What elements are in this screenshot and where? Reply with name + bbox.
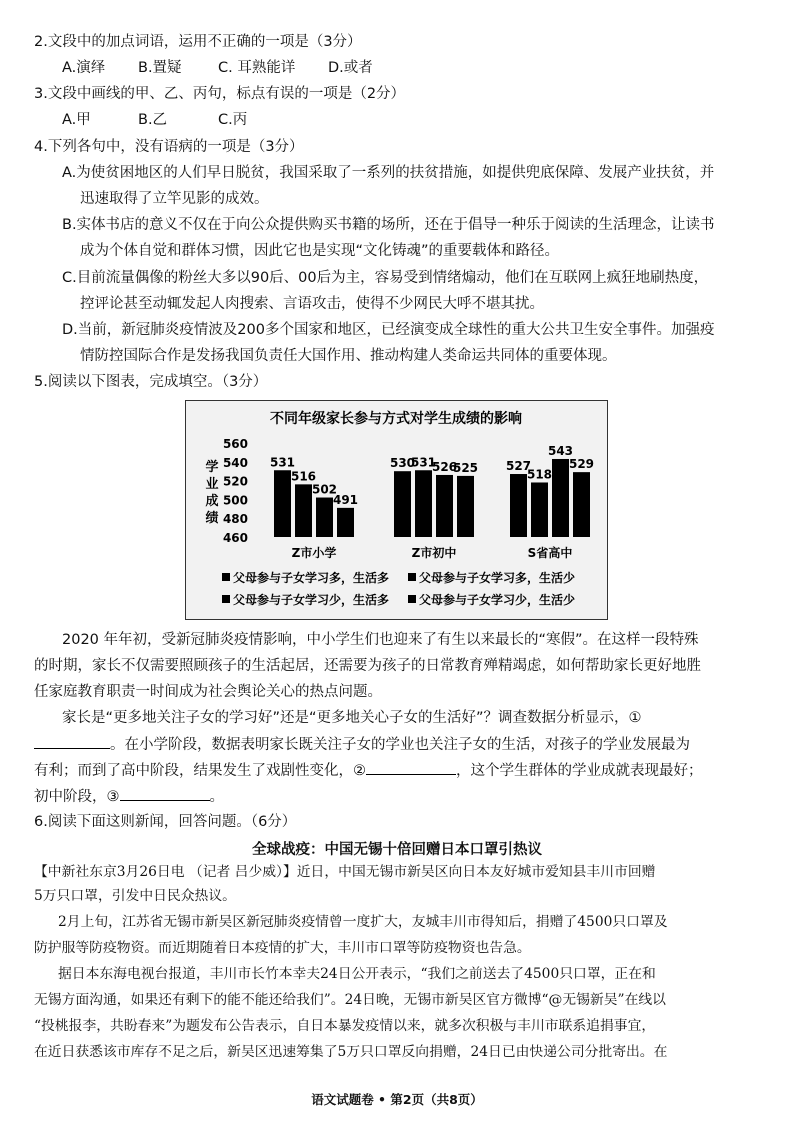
q3-stem: 3.文段中画线的甲、乙、丙句，标点有误的一项是（2分）: [34, 86, 406, 102]
chart-x-tick-label: Z市小学: [291, 546, 337, 560]
chart-legend-label: 父母参与子女学习少，生活少: [419, 593, 576, 607]
chart-y-axis-label: [205, 459, 218, 526]
chart-bar-value-label: 525: [452, 460, 479, 475]
q3-option-c: C.丙: [218, 112, 248, 128]
chart-bar-value-label: 516: [290, 469, 317, 484]
bar-chart: [185, 400, 608, 620]
chart-y-axis-label-char: 绩: [205, 511, 219, 526]
answer-blank-2[interactable]: [366, 760, 456, 775]
q4-option-c-line1: C.目前流量偶像的粉丝大多以90后、00后为主，容易受到情绪煽动，他们在互联网上疯狂地刷热度，: [62, 270, 709, 286]
chart-legend: [222, 570, 575, 607]
news-line-7: “投桃报李，共盼春来”为题发布公告表示，自日本暴发疫情以来，就多次积极与丰川市联系追捐事宜，: [34, 1018, 656, 1034]
q2-options: [62, 58, 764, 78]
chart-x-tick-label: Z市初中: [411, 546, 457, 560]
q5-paragraph2-line2: [34, 734, 764, 755]
chart-bar: [436, 475, 453, 537]
chart-legend-swatch: [222, 573, 230, 581]
chart-y-axis-label-char: 业: [205, 477, 219, 492]
chart-bar-value-label: 531: [410, 455, 437, 470]
chart-bar-value-label: 502: [311, 482, 338, 497]
news-line-5: 据日本东海电视台报道，丰川市长竹本幸夫24日公开表示，“我们之前送去了4500只口罩，正在和: [58, 966, 656, 982]
q2-option-b: B.置疑: [138, 60, 182, 76]
chart-y-tick-label: 480: [222, 512, 248, 527]
news-line-8: 在近日获悉该市库存不足之后，新吴区迅速筹集了5万只口罩反向捐赠，24日已由快递公司分批寄出。在: [34, 1044, 668, 1060]
chart-y-tick-label: 560: [222, 437, 248, 451]
chart-legend-label: 父母参与子女学习多，生活少: [419, 571, 576, 585]
q5-paragraph1-line2: 的时期，家长不仅需要照顾孩子的生活起居，还需要为孩子的日常教育殚精竭虑，如何帮助家长更好地胜: [34, 658, 701, 674]
chart-y-ticks: [223, 437, 248, 545]
chart-bar: [573, 472, 590, 537]
q5-paragraph2-line4: [34, 786, 764, 807]
chart-bar: [295, 484, 312, 537]
chart-y-tick-label: 460: [222, 531, 248, 545]
chart-bar-value-label: 529: [568, 457, 595, 472]
news-line-2: 5万只口罩，引发中日民众热议。: [34, 888, 236, 904]
q4-option-a-line2: 迅速取得了立竿见影的成效。: [80, 191, 269, 207]
chart-legend-swatch: [408, 595, 416, 603]
chart-y-axis-label-char: 成: [205, 494, 219, 509]
chart-legend-label: 父母参与子女学习少，生活多: [233, 593, 390, 607]
q5-paragraph2-line3-text-b: ，这个学生群体的学业成就表现最好；: [456, 763, 703, 779]
chart-y-axis-label-char: 学: [205, 460, 219, 475]
q5-paragraph1-line3: 任家庭教育职责一时间成为社会舆论关心的热点问题。: [34, 684, 382, 700]
chart-bar-value-label: 518: [526, 467, 553, 482]
chart-bar-value-label: 530: [389, 456, 416, 471]
q2-option-a: A.演绎: [62, 60, 106, 76]
news-headline: 全球战疫：中国无锡十倍回赠日本口罩引热议: [252, 841, 542, 858]
q5-paragraph2-line2-text: 。在小学阶段，数据表明家长既关注子女的学业也关注子女的生活，对孩子的学业发展最为: [110, 737, 690, 753]
chart-bar: [510, 474, 527, 537]
answer-blank-1[interactable]: [34, 734, 110, 749]
news-line-1: 【中新社东京3月26日电 （记者 吕少威）】近日，中国无锡市新吴区向日本友好城市爱知县丰川市回赠: [34, 864, 656, 880]
chart-bar: [531, 482, 548, 537]
q2-option-c: C. 耳熟能详: [218, 60, 296, 76]
q5-paragraph2-line4-text-b: 。: [209, 789, 224, 805]
chart-legend-swatch: [222, 595, 230, 603]
chart-legend-swatch: [408, 573, 416, 581]
q5-paragraph2-line1: 家长是“更多地关注子女的学习好”还是“更多地关心子女的生活好”？调查数据分析显示，①: [62, 710, 642, 726]
q4-option-b-line1: B.实体书店的意义不仅在于向公众提供购买书籍的场所，还在于倡导一种乐于阅读的生活理念，让读书: [62, 217, 715, 233]
page-footer: 语文试题卷 • 第2页（共8页）: [311, 1092, 483, 1107]
chart-bar: [552, 459, 569, 537]
q5-paragraph2-line3-text-a: 有利；而到了高中阶段，结果发生了戏剧性变化，②: [34, 763, 366, 779]
chart-bars: [270, 444, 594, 537]
chart-bar-value-label: 526: [431, 459, 458, 474]
q3-option-b: B.乙: [138, 112, 168, 128]
q5-paragraph2-line4-text-a: 初中阶段，③: [34, 789, 120, 805]
q4-option-a-line1: A.为使贫困地区的人们早日脱贫，我国采取了一系列的扶贫措施，如提供兜底保障、发展产业扶贫，并: [62, 165, 715, 181]
chart-bar: [415, 470, 432, 537]
q4-option-d-line1: D.当前，新冠肺炎疫情波及200多个国家和地区，已经演变成全球性的重大公共卫生安全事件。加强疫: [62, 322, 715, 338]
chart-x-tick-label: S省高中: [527, 546, 573, 560]
q5-paragraph2-line3: [34, 760, 764, 781]
chart-bar-value-label: 543: [547, 443, 574, 458]
q5-stem: 5.阅读以下图表，完成填空。（3分）: [34, 374, 268, 390]
q5-paragraph1-line1: 2020 年年初，受新冠肺炎疫情影响，中小学生们也迎来了有生以来最长的“寒假”。在这样一段特殊: [62, 632, 699, 648]
chart-y-tick-label: 520: [222, 474, 248, 489]
answer-blank-3[interactable]: [120, 786, 210, 801]
news-line-4: 防护服等防疫物资。而近期随着日本疫情的扩大，丰川市口罩等防疫物资也告急。: [34, 940, 531, 956]
chart-y-tick-label: 500: [222, 493, 248, 508]
q6-stem: 6.阅读下面这则新闻，回答问题。（6分）: [34, 814, 297, 830]
q2-option-d: D.或者: [328, 60, 373, 76]
q3-option-a: A.甲: [62, 112, 91, 128]
chart-bar: [394, 471, 411, 537]
chart-y-tick-label: 540: [222, 455, 248, 470]
news-line-6: 无锡方面沟通，如果还有剩下的能不能还给我们”。24日晚，无锡市新吴区官方微博“@无锡新吴”在线以: [34, 992, 666, 1008]
bar-chart-svg: [186, 401, 607, 619]
chart-title: 不同年级家长参与方式对学生成绩的影响: [270, 411, 522, 427]
chart-bar-value-label: 527: [505, 459, 532, 474]
q4-option-b-line2: 成为个体自觉和群体习惯，因此它也是实现“文化铸魂”的重要载体和路径。: [80, 243, 560, 259]
chart-bar-value-label: 531: [269, 455, 296, 470]
q4-option-c-line2: 控评论甚至动辄发起人肉搜索、言语攻击，使得不少网民大呼不堪其扰。: [80, 296, 544, 312]
q2-stem: 2.文段中的加点词语，运用不正确的一项是（3分）: [34, 34, 362, 50]
q3-options: [62, 110, 764, 130]
chart-bar: [457, 476, 474, 537]
q4-option-d-line2: 情防控国际合作是发扬我国负责任大国作用、推动构建人类命运共同体的重要体现。: [80, 348, 617, 364]
news-line-3: 2月上旬，江苏省无锡市新吴区新冠肺炎疫情曾一度扩大，友城丰川市得知后，捐赠了4500只口罩及: [58, 914, 668, 930]
chart-legend-label: 父母参与子女学习多，生活多: [233, 571, 390, 585]
chart-bar: [274, 470, 291, 537]
chart-bar-value-label: 491: [332, 492, 359, 507]
chart-bar: [316, 498, 333, 537]
chart-x-labels: [292, 545, 573, 560]
q4-stem: 4.下列各句中，没有语病的一项是（3分）: [34, 139, 304, 155]
chart-bar: [337, 508, 354, 537]
